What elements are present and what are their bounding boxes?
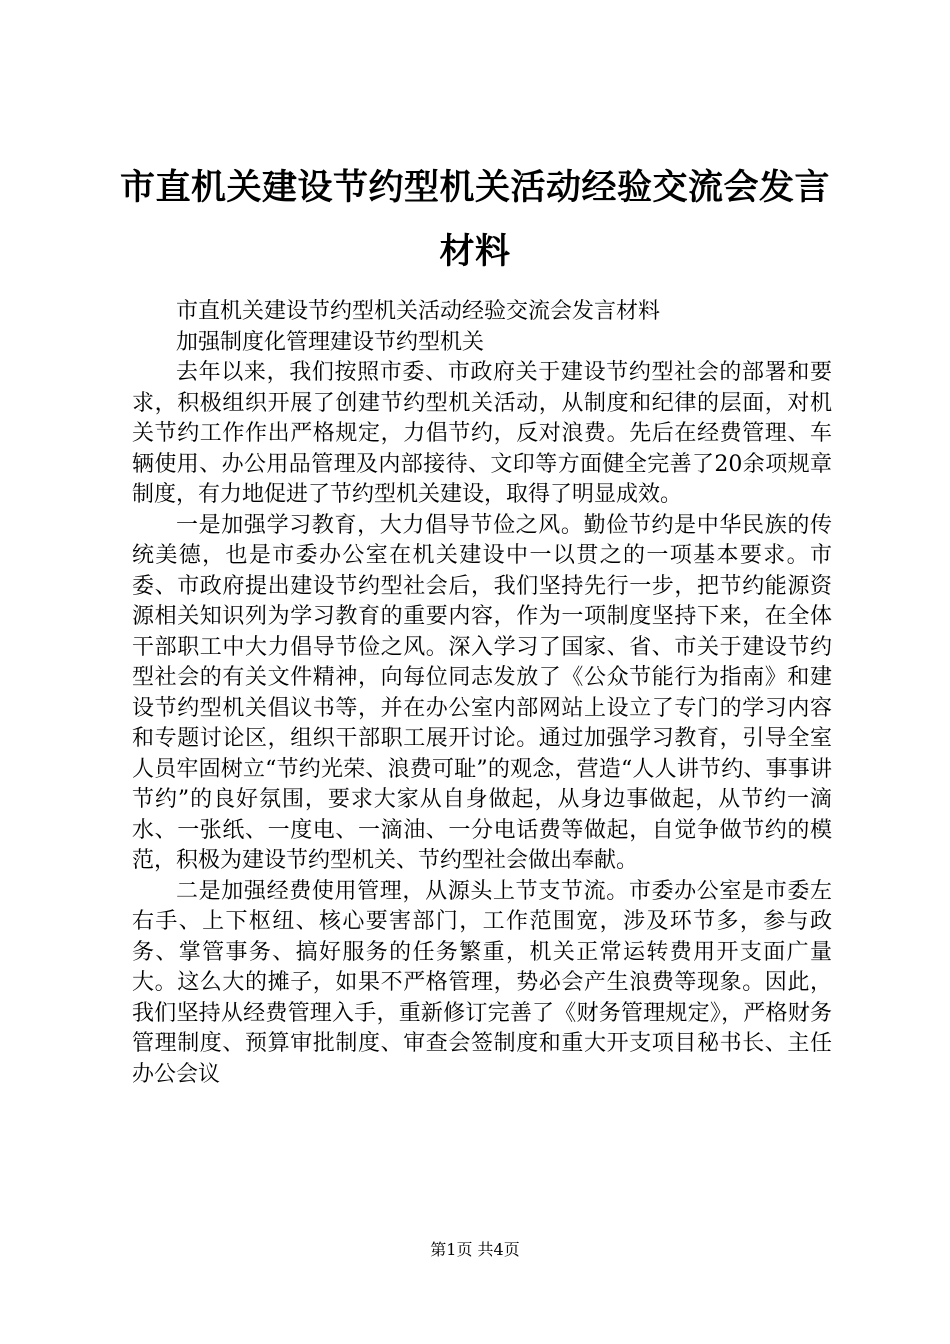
document-body xyxy=(132,297,832,1090)
subtitle-line: 市直机关建设节约型机关活动经验交流会发言材料 xyxy=(176,299,661,324)
paragraph-point-one: 一是加强学习教育，大力倡导节俭之风。勤俭节约是中华民族的传统美德，也是市委办公室在机关建设中一以贯之的一项基本要求。市委、市政府提出建设节约型社会后，我们坚持先行一步，把节约能源资源相关知识列为学习教育的重要内容，作为一项制度坚持下来，在全体干部职工中大力倡导节俭之风。深入学习了国家、省、市关于建设节约型社会的有关文件精神，向每位同志发放了《公众节能行为指南》和建设节约型机关倡议书等，并在办公室内部网站上设立了专门的学习内容和专题讨论区，组织干部职工展开讨论。通过加强学习教育，引导全室人员牢固树立“节约光荣、浪费可耻”的观念，营造“人人讲节约、事事讲节约”的良好氛围，要求大家从自身做起，从身边事做起，从节约一滴水、一张纸、一度电、一滴油、一分电话费等做起，自觉争做节约的模范，积极为建设节约型机关、节约型社会做出奉献。 xyxy=(132,512,832,873)
page-footer: 第1页 共4页 xyxy=(430,1240,520,1259)
paragraph-point-two: 二是加强经费使用管理，从源头上节支节流。市委办公室是市委左右手、上下枢纽、核心要害部门，工作范围宽，涉及环节多，参与政务、掌管事务、搞好服务的任务繁重，机关正常运转费用开支面广量大。这么大的摊子，如果不严格管理，势必会产生浪费等现象。因此，我们坚持从经费管理入手，重新修订完善了《财务管理规定》，严格财务管理制度、预算审批制度、审查会签制度和重大开支项目秘书长、主任办公会议 xyxy=(132,878,832,1087)
section-heading: 加强制度化管理建设节约型机关 xyxy=(176,329,485,355)
paragraph-intro: 去年以来，我们按照市委、市政府关于建设节约型社会的部署和要求，积极组织开展了创建节约型机关活动，从制度和纪律的层面，对机关节约工作作出严格规定，力倡节约，反对浪费。先后在经费管理、车辆使用、办公用品管理及内部接待、文印等方面健全完善了20余项规章制度，有力地促进了节约型机关建设，取得了明显成效。 xyxy=(132,360,832,507)
document-title: 市直机关建设节约型机关活动经验交流会发言材料 xyxy=(120,168,831,272)
